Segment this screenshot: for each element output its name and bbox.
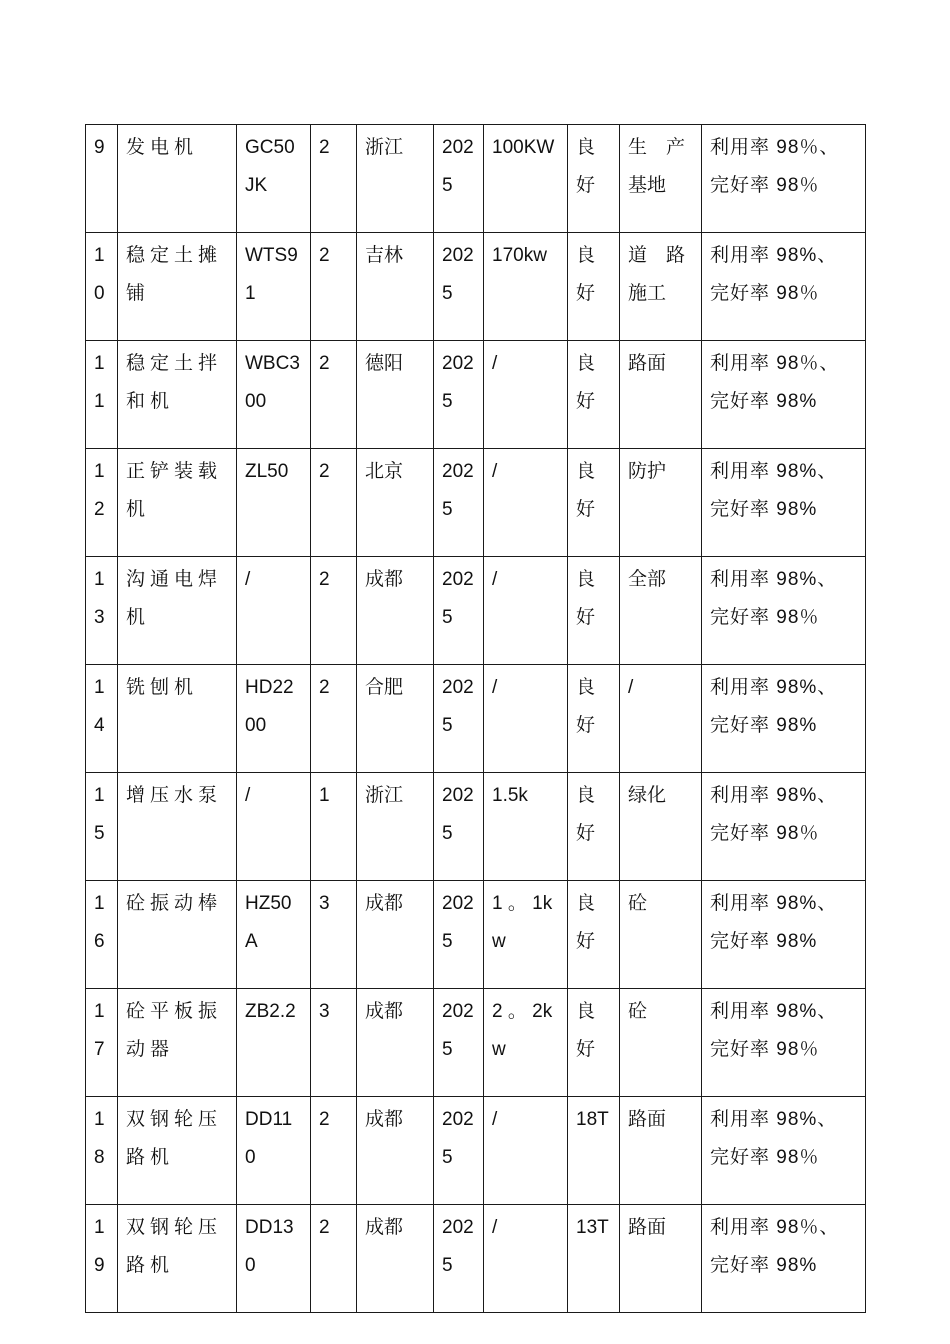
usage: / <box>620 665 702 773</box>
power: / <box>484 1205 568 1313</box>
origin: 浙江 <box>357 125 434 233</box>
year: 2025 <box>434 773 484 881</box>
condition: 良好 <box>568 665 620 773</box>
row-number: 12 <box>86 449 118 557</box>
condition: 13T <box>568 1205 620 1313</box>
equipment-name: 发电机 <box>118 125 237 233</box>
table-row <box>86 665 866 773</box>
model: DD110 <box>237 1097 311 1205</box>
quantity: 2 <box>311 1205 357 1313</box>
table-row <box>86 125 866 233</box>
quantity: 2 <box>311 341 357 449</box>
row-number: 15 <box>86 773 118 881</box>
power: / <box>484 665 568 773</box>
equipment-name: 砼平板振动器 <box>118 989 237 1097</box>
origin: 成都 <box>357 989 434 1097</box>
origin: 成都 <box>357 557 434 665</box>
remark: 利用率 98％、完好率 98％ <box>702 125 866 233</box>
quantity: 2 <box>311 557 357 665</box>
table-row <box>86 341 866 449</box>
row-number: 11 <box>86 341 118 449</box>
power: / <box>484 1097 568 1205</box>
row-number: 18 <box>86 1097 118 1205</box>
usage: 全部 <box>620 557 702 665</box>
table-row <box>86 449 866 557</box>
table-row <box>86 1097 866 1205</box>
origin: 浙江 <box>357 773 434 881</box>
remark: 利用率 98%、完好率 98% <box>702 449 866 557</box>
usage: 路面 <box>620 1097 702 1205</box>
usage: 绿化 <box>620 773 702 881</box>
model: WBC300 <box>237 341 311 449</box>
equipment-name: 砼振动棒 <box>118 881 237 989</box>
year: 2025 <box>434 557 484 665</box>
origin: 德阳 <box>357 341 434 449</box>
model: ZB2.2 <box>237 989 311 1097</box>
model: ZL50 <box>237 449 311 557</box>
equipment-name: 增压水泵 <box>118 773 237 881</box>
row-number: 19 <box>86 1205 118 1313</box>
condition: 良好 <box>568 341 620 449</box>
row-number: 17 <box>86 989 118 1097</box>
equipment-name: 沟通电焊机 <box>118 557 237 665</box>
table-row <box>86 881 866 989</box>
remark: 利用率 98%、完好率 98％ <box>702 233 866 341</box>
row-number: 14 <box>86 665 118 773</box>
model: / <box>237 773 311 881</box>
condition: 良好 <box>568 233 620 341</box>
power: 2 。 2kw <box>484 989 568 1097</box>
remark: 利用率 98％、完好率 98% <box>702 1205 866 1313</box>
quantity: 2 <box>311 233 357 341</box>
power: / <box>484 557 568 665</box>
remark: 利用率 98%、完好率 98％ <box>702 773 866 881</box>
origin: 成都 <box>357 1205 434 1313</box>
quantity: 2 <box>311 665 357 773</box>
table-row <box>86 1205 866 1313</box>
quantity: 3 <box>311 881 357 989</box>
condition: 良好 <box>568 557 620 665</box>
remark: 利用率 98%、完好率 98% <box>702 665 866 773</box>
quantity: 2 <box>311 1097 357 1205</box>
model: HZ50A <box>237 881 311 989</box>
usage: 路面 <box>620 341 702 449</box>
quantity: 2 <box>311 125 357 233</box>
power: 170kw <box>484 233 568 341</box>
table-row <box>86 989 866 1097</box>
table-row <box>86 773 866 881</box>
model: HD2200 <box>237 665 311 773</box>
equipment-name: 双钢轮压路机 <box>118 1097 237 1205</box>
condition: 良好 <box>568 773 620 881</box>
power: / <box>484 341 568 449</box>
model: DD130 <box>237 1205 311 1313</box>
equipment-name: 铣刨机 <box>118 665 237 773</box>
year: 2025 <box>434 449 484 557</box>
row-number: 10 <box>86 233 118 341</box>
origin: 北京 <box>357 449 434 557</box>
year: 2025 <box>434 341 484 449</box>
power: 1.5k <box>484 773 568 881</box>
equipment-name: 稳定土拌和机 <box>118 341 237 449</box>
condition: 良好 <box>568 125 620 233</box>
table-row <box>86 233 866 341</box>
power: 1 。 1kw <box>484 881 568 989</box>
condition: 18T <box>568 1097 620 1205</box>
remark: 利用率 98%、完好率 98％ <box>702 557 866 665</box>
row-number: 16 <box>86 881 118 989</box>
equipment-name: 正铲装载机 <box>118 449 237 557</box>
year: 2025 <box>434 125 484 233</box>
usage: 防护 <box>620 449 702 557</box>
year: 2025 <box>434 233 484 341</box>
remark: 利用率 98%、完好率 98％ <box>702 989 866 1097</box>
row-number: 13 <box>86 557 118 665</box>
power: / <box>484 449 568 557</box>
quantity: 1 <box>311 773 357 881</box>
usage: 道 路施工 <box>620 233 702 341</box>
year: 2025 <box>434 1097 484 1205</box>
equipment-name: 稳定土摊铺 <box>118 233 237 341</box>
row-number: 9 <box>86 125 118 233</box>
condition: 良好 <box>568 881 620 989</box>
remark: 利用率 98%、完好率 98% <box>702 881 866 989</box>
quantity: 2 <box>311 449 357 557</box>
remark: 利用率 98%、完好率 98％ <box>702 1097 866 1205</box>
quantity: 3 <box>311 989 357 1097</box>
remark: 利用率 98％、完好率 98% <box>702 341 866 449</box>
model: WTS91 <box>237 233 311 341</box>
table-row <box>86 557 866 665</box>
usage: 路面 <box>620 1205 702 1313</box>
equipment-table <box>85 124 866 1313</box>
year: 2025 <box>434 1205 484 1313</box>
origin: 吉林 <box>357 233 434 341</box>
year: 2025 <box>434 665 484 773</box>
year: 2025 <box>434 989 484 1097</box>
year: 2025 <box>434 881 484 989</box>
origin: 合肥 <box>357 665 434 773</box>
usage: 生 产基地 <box>620 125 702 233</box>
model: GC50JK <box>237 125 311 233</box>
power: 100KW <box>484 125 568 233</box>
model: / <box>237 557 311 665</box>
usage: 砼 <box>620 989 702 1097</box>
origin: 成都 <box>357 881 434 989</box>
condition: 良好 <box>568 449 620 557</box>
condition: 良好 <box>568 989 620 1097</box>
equipment-name: 双钢轮压路机 <box>118 1205 237 1313</box>
usage: 砼 <box>620 881 702 989</box>
origin: 成都 <box>357 1097 434 1205</box>
